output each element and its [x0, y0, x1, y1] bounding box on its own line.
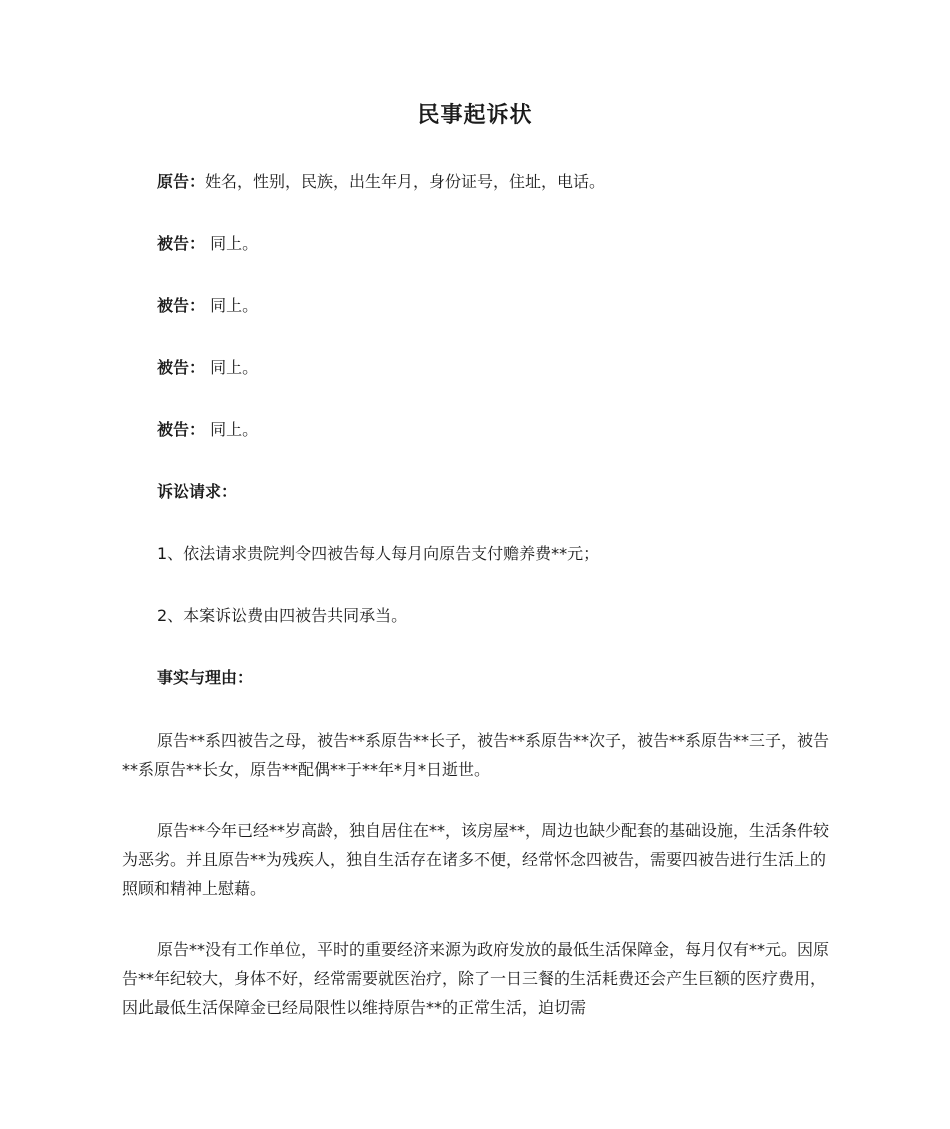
defendant-label: 被告：: [157, 234, 206, 253]
fact-paragraph: 原告**没有工作单位，平时的重要经济来源为政府发放的最低生活保障金，每月仅有**元。因原告**年纪较大，身体不好，经常需要就医治疗，除了一日三餐的生活耗费还会产生巨额的医疗费用，因此最低生活保障金已经局限性以维持原告**的正常生活，迫切需: [122, 940, 830, 1017]
defendant-text: 同上。: [205, 358, 259, 377]
defendant-label: 被告：: [157, 358, 206, 377]
fact-paragraph: 原告**系四被告之母，被告**系原告**长子，被告**系原告**次子，被告**系原告**三子，被告**系原告**长女，原告**配偶**于**年*月*日逝世。: [122, 731, 830, 779]
plaintiff-text: 姓名，性别，民族，出生年月，身份证号，住址，电话。: [205, 172, 606, 191]
defendant-line: [122, 229, 830, 258]
defendant-text: 同上。: [205, 296, 259, 315]
defendant-text: 同上。: [205, 420, 259, 439]
defendant-line: [122, 353, 830, 382]
claims-heading: 诉讼请求：: [157, 482, 238, 501]
fact-paragraph: 原告**今年已经**岁高龄，独自居住在**，该房屋**，周边也缺少配套的基础设施，生活条件较为恶劣。并且原告**为残疾人，独自生活存在诸多不便，经常怀念四被告，需要四被告进行生活上的照顾和精神上慰藉。: [122, 821, 830, 898]
plaintiff-label: 原告：: [157, 172, 206, 191]
defendant-label: 被告：: [157, 296, 206, 315]
defendant-label: 被告：: [157, 420, 206, 439]
facts-heading: 事实与理由：: [157, 668, 254, 687]
claim-item: 1、依法请求贵院判令四被告每人每月向原告支付赡养费**元；: [157, 544, 600, 563]
claim-item: 2、本案诉讼费由四被告共同承当。: [157, 606, 408, 625]
defendant-line: [122, 291, 830, 320]
defendant-line: [122, 415, 830, 444]
document-title: 民事起诉状: [417, 103, 533, 128]
defendant-text: 同上。: [205, 234, 259, 253]
plaintiff-line: [122, 167, 830, 196]
